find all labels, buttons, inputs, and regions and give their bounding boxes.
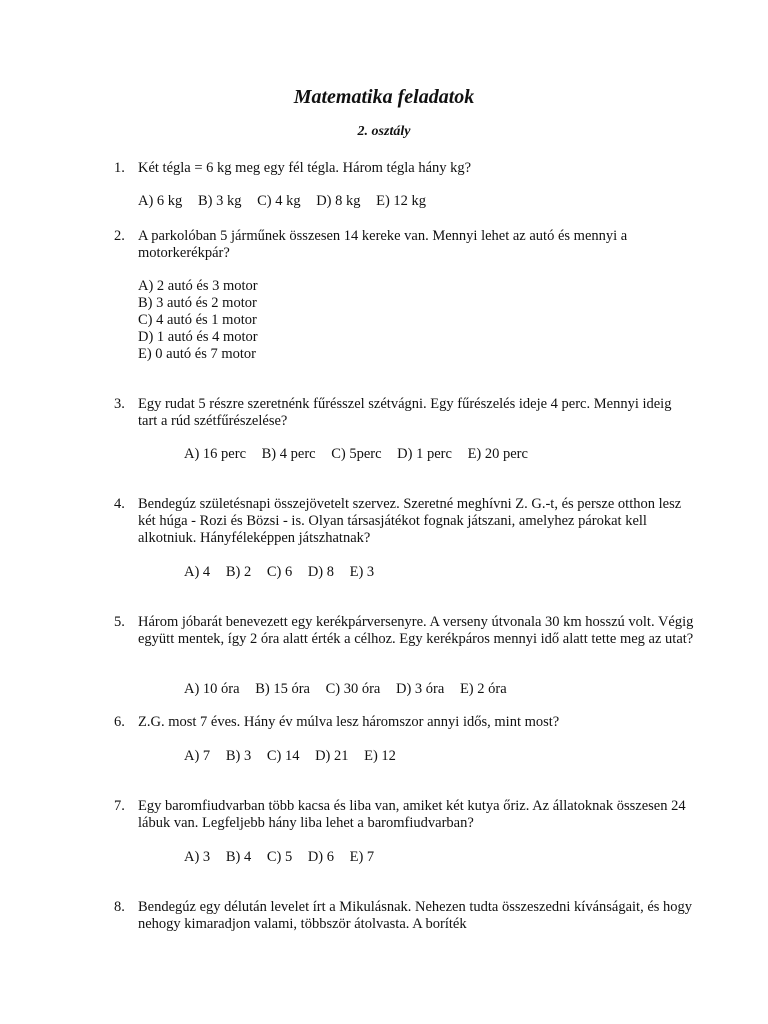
option-e: E) 2 óra — [459, 681, 507, 697]
question-text: Bendegúz egy délután levelet írt a Mikulásnak. Nehezen tudta összeszedni kívánságait, és hogy nehogy kimaradjon valami, többször átolvasta. A boríték — [138, 899, 693, 932]
option-b: B) 3 — [225, 748, 252, 764]
option-e: E) 7 — [349, 849, 375, 865]
question-5-options — [184, 681, 519, 698]
question-text: Egy rudat 5 részre szeretnénk fűrésszel szétvágni. Egy fűrészelés ideje 4 perc. Mennyi ideig tart a rúd szétfűrészelése? — [138, 396, 672, 429]
question-4-options — [184, 564, 386, 581]
option-a: A) 10 óra — [184, 681, 240, 697]
option-a: A) 6 kg — [138, 193, 183, 209]
question-text: Három jóbarát benevezett egy kerékpárversenyre. A verseny útvonala 30 km hosszú volt. Végig együtt mentek, így 2 óra alatt érték a célhoz. Egy kerékpáros mennyi idő alatt tette meg az utat? — [138, 614, 694, 647]
question-number: 8. — [114, 899, 125, 915]
question-text: Bendegúz születésnapi összejövetelt szervez. Szeretné meghívni Z. G.-t, és persze otthon lesz két húga - Rozi és Bözsi - is. Olyan társasjátékot fognak játszani, amelyhez párokat kell alkotniuk. Hányféleképpen játszhatnak? — [138, 496, 682, 546]
question-5 — [114, 614, 694, 648]
question-3-options — [184, 446, 540, 463]
option-c: C) 4 kg — [257, 193, 301, 209]
option-e: E) 12 kg — [376, 193, 427, 209]
question-text: Két tégla = 6 kg meg egy fél tégla. Három tégla hány kg? — [138, 160, 472, 176]
question-number: 6. — [114, 714, 125, 730]
question-8 — [114, 899, 694, 933]
question-text: A parkolóban 5 járműnek összesen 14 kereke van. Mennyi lehet az autó és mennyi a motorkerékpár? — [138, 228, 628, 261]
question-7 — [114, 798, 694, 832]
option-a: A) 16 perc — [184, 446, 247, 462]
option-e: E) 3 — [349, 564, 375, 580]
question-7-options — [184, 849, 386, 866]
question-text: Egy baromfiudvarban több kacsa és liba van, amiket két kutya őriz. Az állatoknak összesen 24 lábuk van. Legfeljebb hány liba lehet a baromfiudvarban? — [138, 798, 686, 831]
question-6-options — [184, 748, 408, 765]
option-a: A) 2 autó és 3 motor — [138, 278, 258, 294]
question-text: Z.G. most 7 éves. Hány év múlva lesz háromszor annyi idős, mint most? — [138, 714, 560, 730]
option-d: D) 8 — [307, 564, 334, 580]
question-number: 1. — [114, 160, 125, 176]
option-d: D) 21 — [315, 748, 349, 764]
option-d: D) 6 — [307, 849, 334, 865]
option-c: C) 5 — [266, 849, 293, 865]
option-c: C) 14 — [266, 748, 300, 764]
question-number: 5. — [114, 614, 125, 630]
option-e: E) 12 — [364, 748, 396, 764]
option-d: D) 8 kg — [316, 193, 361, 209]
option-d: D) 1 perc — [397, 446, 452, 462]
option-e: E) 0 autó és 7 motor — [138, 346, 256, 362]
question-2-options — [138, 278, 258, 363]
option-d: D) 1 autó és 4 motor — [138, 329, 258, 345]
page-subtitle: 2. osztály — [357, 124, 411, 139]
option-a: A) 7 — [184, 748, 211, 764]
option-b: B) 15 óra — [255, 681, 310, 697]
question-1 — [114, 160, 694, 177]
option-c: C) 4 autó és 1 motor — [138, 312, 257, 328]
option-a: A) 3 — [184, 849, 211, 865]
option-b: B) 3 kg — [197, 193, 242, 209]
option-c: C) 30 óra — [325, 681, 381, 697]
question-number: 2. — [114, 228, 125, 244]
page-title: Matematika feladatok — [293, 86, 475, 108]
question-3 — [114, 396, 694, 430]
option-e: E) 20 perc — [467, 446, 528, 462]
question-number: 7. — [114, 798, 125, 814]
option-b: B) 4 perc — [261, 446, 316, 462]
option-b: B) 3 autó és 2 motor — [138, 295, 257, 311]
question-6 — [114, 714, 694, 731]
option-c: C) 5perc — [331, 446, 382, 462]
option-c: C) 6 — [266, 564, 293, 580]
option-a: A) 4 — [184, 564, 211, 580]
question-number: 3. — [114, 396, 125, 412]
option-b: B) 2 — [225, 564, 252, 580]
question-4 — [114, 496, 694, 547]
option-d: D) 3 óra — [395, 681, 445, 697]
question-1-options — [138, 193, 438, 210]
question-number: 4. — [114, 496, 125, 512]
option-b: B) 4 — [225, 849, 252, 865]
question-2 — [114, 228, 694, 262]
